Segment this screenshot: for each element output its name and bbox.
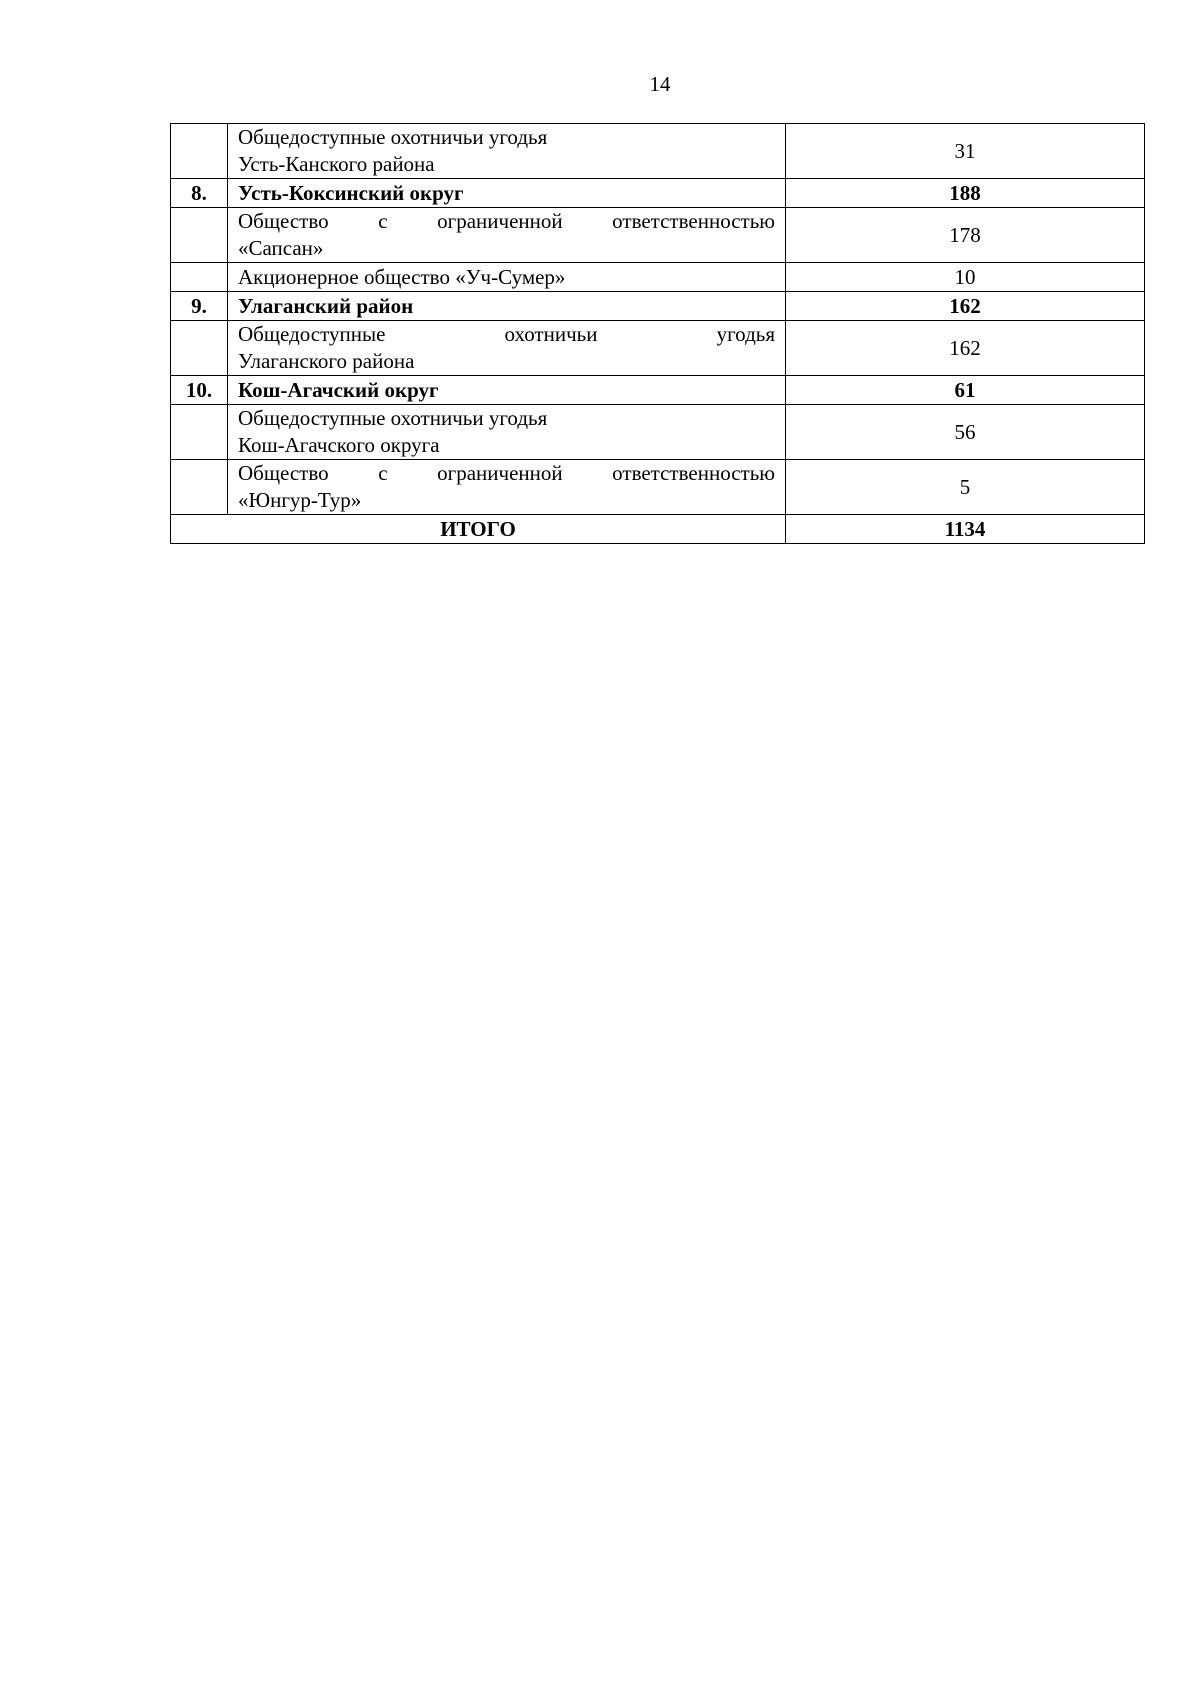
- row-name: Кош-Агачский округ: [228, 376, 786, 405]
- row-value: 188: [786, 179, 1145, 208]
- row-number: [171, 263, 228, 292]
- row-name: [228, 405, 786, 460]
- page-number: [0, 72, 1200, 96]
- row-value: 5: [786, 460, 1145, 515]
- row-name-line: Общество с ограниченной ответственностью: [238, 209, 775, 233]
- row-name-line: Улаганского района: [238, 349, 415, 373]
- table-row-group: [171, 179, 1145, 208]
- table-row: [171, 405, 1145, 460]
- row-value: 31: [786, 124, 1145, 179]
- row-name-line: «Сапсан»: [238, 236, 324, 260]
- table-row: [171, 208, 1145, 263]
- row-number: [171, 460, 228, 515]
- row-name-line: Общедоступные охотничьи угодья: [238, 322, 775, 346]
- table-row: [171, 321, 1145, 376]
- row-name: [228, 321, 786, 376]
- row-value: 162: [786, 292, 1145, 321]
- row-number: [171, 321, 228, 376]
- row-value: 56: [786, 405, 1145, 460]
- row-number: [171, 124, 228, 179]
- row-value: 10: [786, 263, 1145, 292]
- row-value: 162: [786, 321, 1145, 376]
- row-number: 9.: [171, 292, 228, 321]
- row-number: [171, 405, 228, 460]
- table-row: [171, 460, 1145, 515]
- row-name-line: «Юнгур-Тур»: [238, 488, 362, 512]
- row-name: Акционерное общество «Уч-Сумер»: [228, 263, 786, 292]
- table-row-group: [171, 292, 1145, 321]
- quota-table: [170, 123, 1145, 544]
- table-row-group: [171, 376, 1145, 405]
- page-number-text: 14: [649, 72, 671, 96]
- row-number: 10.: [171, 376, 228, 405]
- row-number: [171, 208, 228, 263]
- row-name: Усть-Коксинский округ: [228, 179, 786, 208]
- row-name-line: Кош-Агачского округа: [238, 433, 440, 457]
- row-name-line: Усть-Канского района: [238, 152, 435, 176]
- row-name: [228, 124, 786, 179]
- row-name-line: Общество с ограниченной ответственностью: [238, 461, 775, 485]
- row-value: 61: [786, 376, 1145, 405]
- table-row: [171, 124, 1145, 179]
- row-name-line: Общедоступные охотничьи угодья: [238, 125, 548, 149]
- row-name: [228, 460, 786, 515]
- table-row-total: [171, 515, 1145, 544]
- total-label: ИТОГО: [171, 515, 786, 544]
- row-name-line: Общедоступные охотничьи угодья: [238, 406, 548, 430]
- row-name: [228, 208, 786, 263]
- table-row: [171, 263, 1145, 292]
- quota-table-body: [171, 124, 1145, 544]
- row-number: 8.: [171, 179, 228, 208]
- row-name: Улаганский район: [228, 292, 786, 321]
- row-value: 178: [786, 208, 1145, 263]
- total-value: 1134: [786, 515, 1145, 544]
